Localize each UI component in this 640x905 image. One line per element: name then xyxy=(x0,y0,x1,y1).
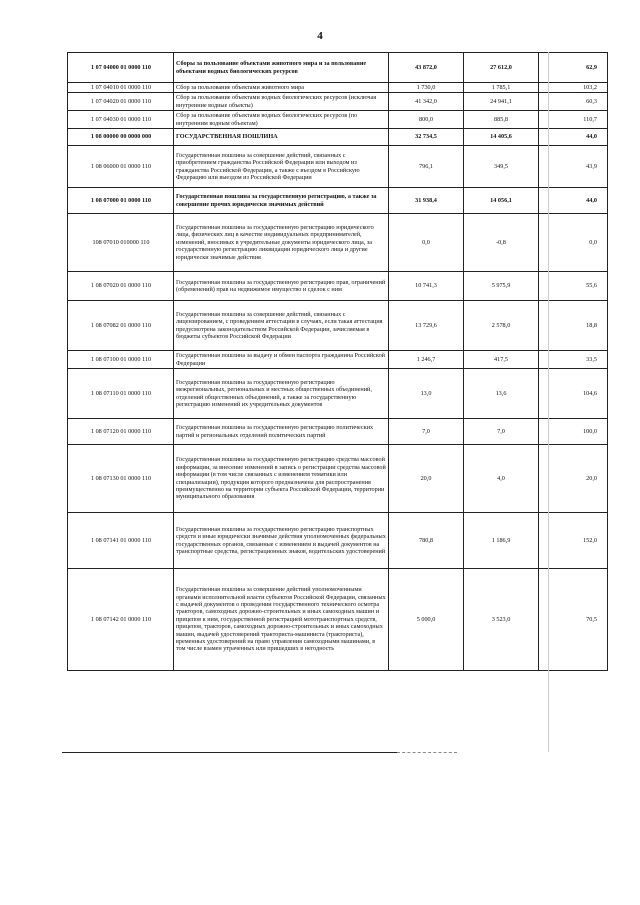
fact-cell: 1 186,9 xyxy=(464,513,539,569)
percent-cell: 100,0 xyxy=(539,419,608,445)
table-row xyxy=(68,146,608,188)
table-row xyxy=(68,214,608,272)
table-row xyxy=(68,351,608,369)
plan-cell: 800,0 xyxy=(389,111,464,129)
plan-cell: 0,0 xyxy=(389,214,464,272)
page-number: 4 xyxy=(317,30,323,42)
table-row xyxy=(68,419,608,445)
table-row xyxy=(68,301,608,351)
name-cell: Государственная пошлина за государственную регистрацию юридического лица, физических лиц в качестве индивидуальных предпринимателей, изменений, вносимых в учредительные документы юридического лица, за государственную регистрацию ликвидации юридического лица и другие юридически значимые действия xyxy=(174,214,389,272)
plan-cell: 31 938,4 xyxy=(389,188,464,214)
code-cell: 1 07 04030 01 0000 110 xyxy=(68,111,174,129)
plan-cell: 1 246,7 xyxy=(389,351,464,369)
percent-cell: 0,0 xyxy=(539,214,608,272)
code-cell: 1 08 00000 00 0000 000 xyxy=(68,129,174,146)
name-cell: Государственная пошлина за государственную регистрацию прав, ограничений (обременений) прав на недвижимое имущество и сделок с ним xyxy=(174,272,389,301)
fact-cell: 24 941,1 xyxy=(464,93,539,111)
fact-cell: -0,8 xyxy=(464,214,539,272)
code-cell: 1 07 04010 01 0000 110 xyxy=(68,83,174,93)
plan-cell: 41 342,0 xyxy=(389,93,464,111)
fact-cell: 14 056,1 xyxy=(464,188,539,214)
name-cell: Государственная пошлина за государственную регистрацию средства массовой информации, за внесение изменений в запись о регистрации средства массовой информации (в том числе связанных с изменением тематики или специализации), продукция которого предназначена для распространения преимущественно на территории субъекта Российской Федерации, территории муниципального образования xyxy=(174,445,389,513)
percent-cell: 43,9 xyxy=(539,146,608,188)
percent-cell: 70,5 xyxy=(539,569,608,671)
scan-edge-line xyxy=(548,52,549,752)
code-cell: 1 07 04000 01 0000 110 xyxy=(68,53,174,83)
code-cell: 1 08 06000 01 0000 110 xyxy=(68,146,174,188)
percent-cell: 33,5 xyxy=(539,351,608,369)
table-row xyxy=(68,445,608,513)
name-cell: Государственная пошлина за государственную регистрацию межрегиональных, региональных и местных общественных объединений, отделений общественных объединений, а также за государственную регистрацию изменений их учредительных документов xyxy=(174,369,389,419)
table-row xyxy=(68,93,608,111)
plan-cell: 13 729,6 xyxy=(389,301,464,351)
table-row xyxy=(68,513,608,569)
percent-cell: 103,2 xyxy=(539,83,608,93)
plan-cell: 780,8 xyxy=(389,513,464,569)
name-cell: Государственная пошлина за совершение действий, связанных с лицензированием, с проведением аттестации в случаях, если такая аттестация предусмотрена законодательством Российской Федерации, зачисляемая в бюджеты субъектов Российской Федерации xyxy=(174,301,389,351)
code-cell: 1 08 07110 01 0000 110 xyxy=(68,369,174,419)
name-cell: Государственная пошлина за совершение действий, связанных с приобретением гражданства Российской Федерации или выходом из гражданства Российской Федерации, а также с въездом в Российскую Федерацию или выездом из Российской Федерации xyxy=(174,146,389,188)
percent-cell: 55,6 xyxy=(539,272,608,301)
plan-cell: 13,0 xyxy=(389,369,464,419)
code-cell: 1 08 07000 01 0000 110 xyxy=(68,188,174,214)
fact-cell: 5 975,9 xyxy=(464,272,539,301)
plan-cell: 43 872,0 xyxy=(389,53,464,83)
name-cell: Сборы за пользование объектами животного мира и за пользование объектами водных биологических ресурсов xyxy=(174,53,389,83)
fact-cell: 2 578,0 xyxy=(464,301,539,351)
fact-cell: 27 612,0 xyxy=(464,53,539,83)
table-row xyxy=(68,369,608,419)
table-row xyxy=(68,83,608,93)
percent-cell: 44,0 xyxy=(539,188,608,214)
name-cell: Сбор за пользование объектами животного мира xyxy=(174,83,389,93)
table-body xyxy=(68,53,608,671)
table-row xyxy=(68,569,608,671)
plan-cell: 32 734,5 xyxy=(389,129,464,146)
code-cell: 1 08 07142 01 0000 110 xyxy=(68,569,174,671)
code-cell: 1 08 07120 01 0000 110 xyxy=(68,419,174,445)
table-row xyxy=(68,111,608,129)
code-cell: 1 08 07130 01 0000 110 xyxy=(68,445,174,513)
plan-cell: 5 000,0 xyxy=(389,569,464,671)
fact-cell: 349,5 xyxy=(464,146,539,188)
name-cell: Сбор за пользование объектами водных биологических ресурсов (по внутренним водным объектам) xyxy=(174,111,389,129)
plan-cell: 796,1 xyxy=(389,146,464,188)
table-row xyxy=(68,129,608,146)
footer-rule xyxy=(62,752,397,753)
code-cell: 1 07 04020 01 0000 110 xyxy=(68,93,174,111)
plan-cell: 20,0 xyxy=(389,445,464,513)
fact-cell: 885,8 xyxy=(464,111,539,129)
fact-cell: 13,6 xyxy=(464,369,539,419)
plan-cell: 1 730,0 xyxy=(389,83,464,93)
name-cell: Государственная пошлина за государственную регистрацию транспортных средств и иные юридически значимые действия уполномоченных федеральных государственных органов, связанные с изменением и выдачей документов на транспортные средства, регистрационных знаков, водительских удостоверений xyxy=(174,513,389,569)
name-cell: ГОСУДАРСТВЕННАЯ ПОШЛИНА xyxy=(174,129,389,146)
name-cell: Сбор за пользование объектами водных биологических ресурсов (исключая внутренние водные объекты) xyxy=(174,93,389,111)
plan-cell: 7,0 xyxy=(389,419,464,445)
fact-cell: 417,5 xyxy=(464,351,539,369)
percent-cell: 152,0 xyxy=(539,513,608,569)
code-cell: 1 08 07020 01 0000 110 xyxy=(68,272,174,301)
percent-cell: 104,6 xyxy=(539,369,608,419)
fact-cell: 7,0 xyxy=(464,419,539,445)
fact-cell: 1 785,1 xyxy=(464,83,539,93)
percent-cell: 60,3 xyxy=(539,93,608,111)
code-cell: 1 08 07141 01 0000 110 xyxy=(68,513,174,569)
fact-cell: 3 523,0 xyxy=(464,569,539,671)
code-cell: 1 08 07100 01 0000 110 xyxy=(68,351,174,369)
table-row xyxy=(68,53,608,83)
table-row xyxy=(68,272,608,301)
fact-cell: 14 405,6 xyxy=(464,129,539,146)
name-cell: Государственная пошлина за государственную регистрацию политических партий и региональных отделений политических партий xyxy=(174,419,389,445)
percent-cell: 20,0 xyxy=(539,445,608,513)
budget-revenue-table xyxy=(67,52,608,671)
percent-cell: 44,0 xyxy=(539,129,608,146)
code-cell: 108 07010 010000 110 xyxy=(68,214,174,272)
percent-cell: 62,9 xyxy=(539,53,608,83)
fact-cell: 4,0 xyxy=(464,445,539,513)
percent-cell: 18,8 xyxy=(539,301,608,351)
footer-rule-dashed xyxy=(397,752,457,753)
table-row xyxy=(68,188,608,214)
percent-cell: 110,7 xyxy=(539,111,608,129)
name-cell: Государственная пошлина за выдачу и обмен паспорта гражданина Российской Федерации xyxy=(174,351,389,369)
plan-cell: 10 741,3 xyxy=(389,272,464,301)
name-cell: Государственная пошлина за совершение действий уполномоченными органами исполнительной власти субъектов Российской Федерации, связанных с выдачей документов о проведении государственного технического осмотра тракторов, самоходных дорожно-строительных и иных самоходных машин и прицепов к ним, государственной регистрацией мототранспортных средств, прицепов, тракторов, самоходных дорожно-строительных и иных самоходных машин, выдачей удостоверений тракториста-машиниста (тракториста), временных удостоверений на право управления самоходными машинами, в том числе взамен утраченных или пришедших в негодность xyxy=(174,569,389,671)
name-cell: Государственная пошлина за государственную регистрацию, а также за совершение прочих юридически значимых действий xyxy=(174,188,389,214)
code-cell: 1 08 07082 01 0000 110 xyxy=(68,301,174,351)
